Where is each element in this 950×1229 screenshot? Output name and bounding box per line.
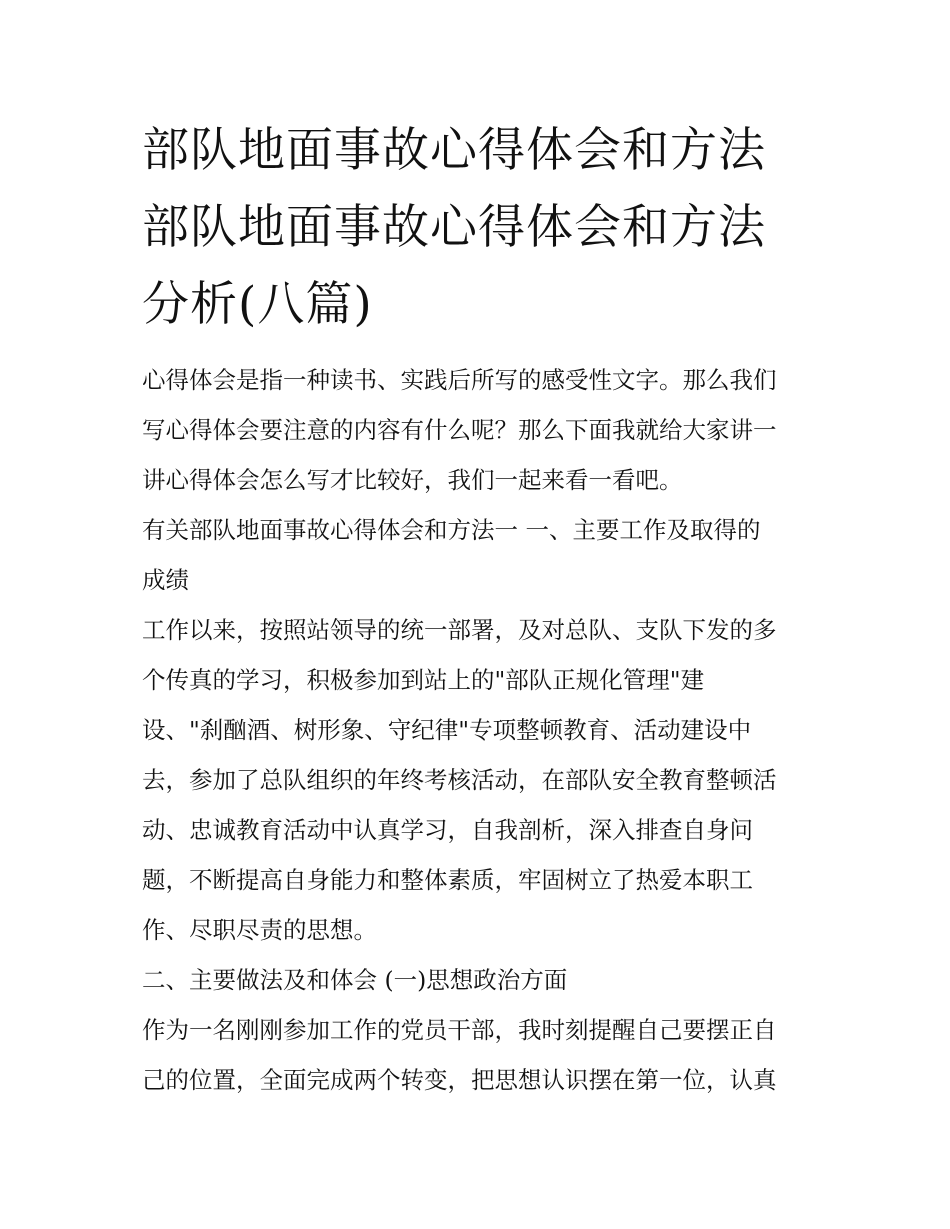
body-line-3: 讲心得体会怎么写才比较好，我们一起来看一看吧。 (142, 466, 683, 494)
title-line-3: 分析(八篇) (142, 277, 373, 332)
body-line-7: 个传真的学习，积极参加到站上的"部队正规化管理"建 (142, 666, 705, 694)
body-line-4: 有关部队地面事故心得体会和方法一 一、主要工作及取得的 (142, 516, 761, 544)
body-line-13: 二、主要做法及和体会 (一)思想政治方面 (142, 966, 568, 994)
title-line-2: 部队地面事故心得体会和方法 (142, 200, 766, 255)
body-line-10: 动、忠诚教育活动中认真学习，自我剖析，深入排查自身问 (142, 816, 753, 844)
body-line-6: 工作以来，按照站领导的统一部署，及对总队、支队下发的多 (142, 616, 777, 644)
document-title (142, 112, 822, 343)
title-line-1: 部队地面事故心得体会和方法 (142, 123, 766, 178)
body-line-11: 题，不断提高自身能力和整体素质，牢固树立了热爱本职工 (142, 866, 753, 894)
body-line-5: 成绩 (142, 566, 189, 594)
body-line-9: 去，参加了总队组织的年终考核活动，在部队安全教育整顿活 (142, 766, 777, 794)
body-line-12: 作、尽职尽责的思想。 (142, 916, 377, 944)
body-line-1: 心得体会是指一种读书、实践后所写的感受性文字。那么我们 (142, 366, 777, 394)
body-line-8: 设、"刹酗酒、树形象、守纪律"专项整顿教育、活动建设中 (142, 716, 752, 744)
body-line-2: 写心得体会要注意的内容有什么呢？那么下面我就给大家讲一 (142, 416, 777, 444)
body-line-15: 己的位置，全面完成两个转变，把思想认识摆在第一位，认真 (142, 1066, 777, 1094)
body-line-14: 作为一名刚刚参加工作的党员干部，我时刻提醒自己要摆正自 (142, 1016, 777, 1044)
